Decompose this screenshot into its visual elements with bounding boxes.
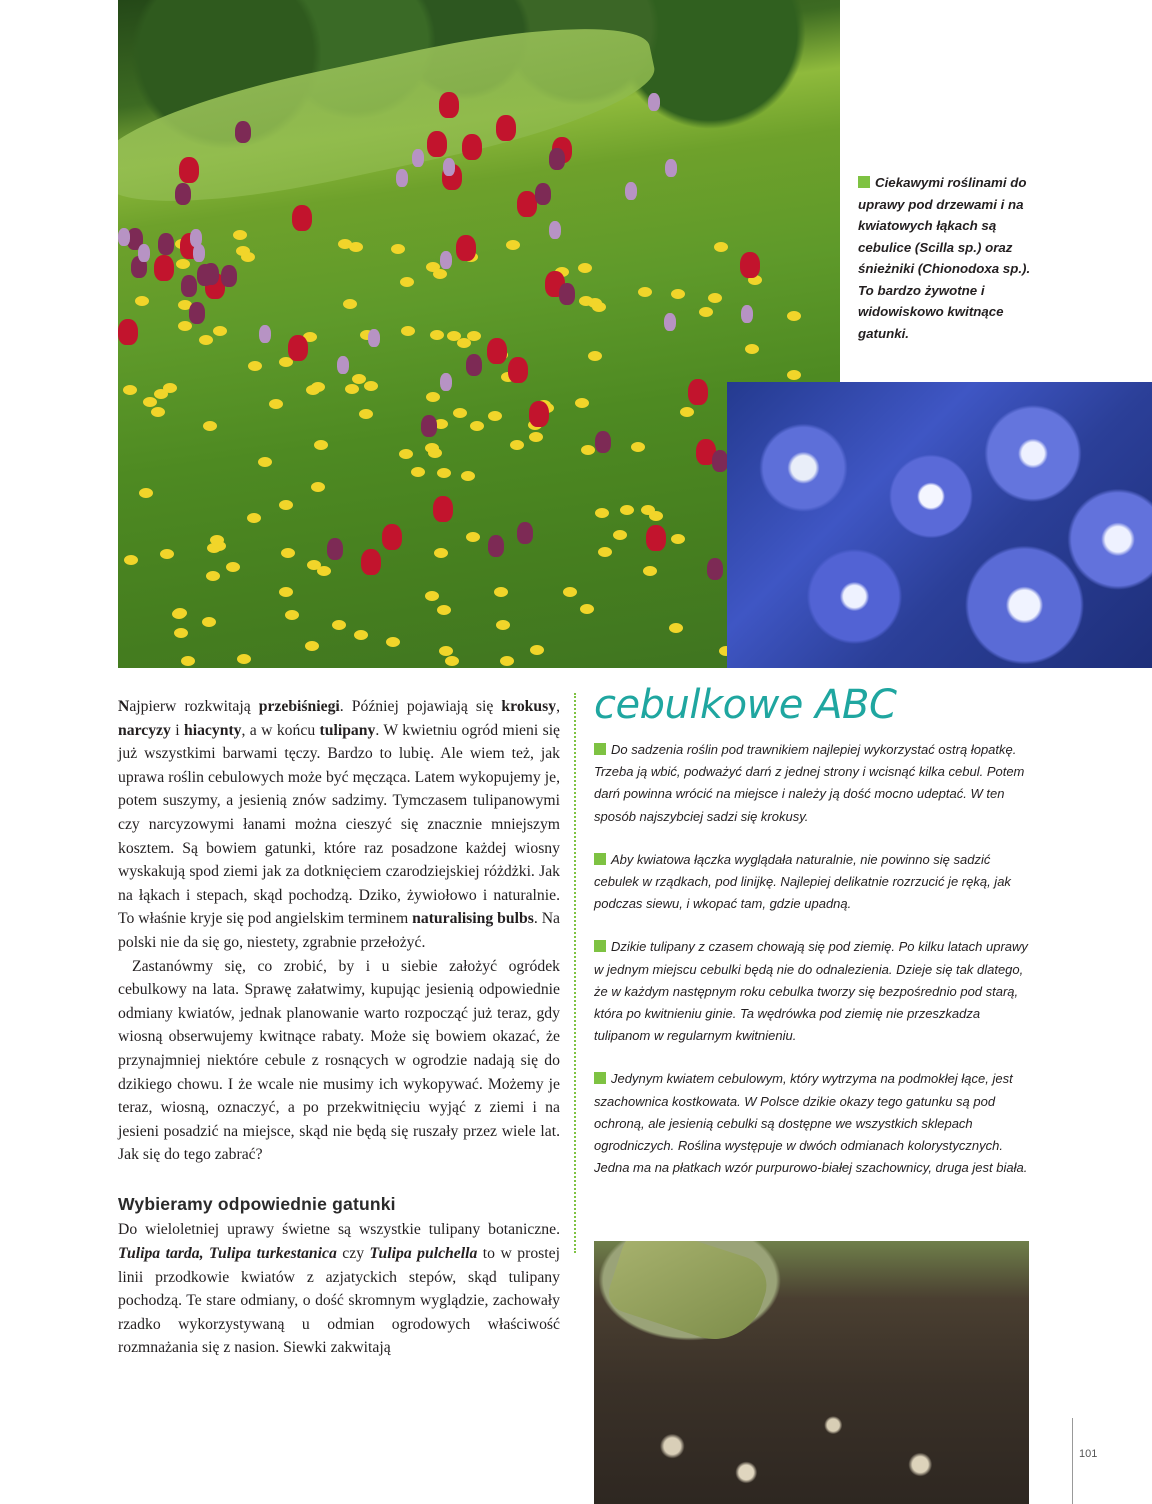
yellow-flower-dot: [352, 374, 366, 384]
tulip-dot: [688, 379, 708, 405]
tulip-dot: [337, 356, 349, 374]
tulip-dot: [158, 233, 174, 255]
tulip-dot: [439, 92, 459, 118]
yellow-flower-dot: [470, 421, 484, 431]
yellow-flower-dot: [248, 361, 262, 371]
yellow-flower-dot: [437, 468, 451, 478]
yellow-flower-dot: [311, 382, 325, 392]
yellow-flower-dot: [638, 287, 652, 297]
tulip-dot: [456, 235, 476, 261]
tulip-dot: [707, 558, 723, 580]
tulip-dot: [625, 182, 637, 200]
tulip-dot: [288, 335, 308, 361]
green-square-icon: [594, 1072, 606, 1084]
yellow-flower-dot: [399, 449, 413, 459]
page-number-rule: [1072, 1418, 1073, 1504]
yellow-flower-dot: [439, 646, 453, 656]
yellow-flower-dot: [699, 307, 713, 317]
tulip-dot: [368, 329, 380, 347]
scilla-flowers-photo: [727, 382, 1152, 668]
yellow-flower-dot: [199, 335, 213, 345]
photo-caption: [858, 172, 1048, 344]
yellow-flower-dot: [354, 630, 368, 640]
yellow-flower-dot: [236, 246, 250, 256]
yellow-flower-dot: [178, 321, 192, 331]
yellow-flower-dot: [434, 548, 448, 558]
tulip-dot: [138, 244, 150, 262]
yellow-flower-dot: [391, 244, 405, 254]
tulip-dot: [487, 338, 507, 364]
green-square-icon: [594, 853, 606, 865]
yellow-flower-dot: [258, 457, 272, 467]
yellow-flower-dot: [496, 620, 510, 630]
yellow-flower-dot: [314, 440, 328, 450]
yellow-flower-dot: [269, 399, 283, 409]
yellow-flower-dot: [279, 500, 293, 510]
yellow-flower-dot: [598, 547, 612, 557]
green-square-icon: [594, 743, 606, 755]
tulip-dot: [292, 205, 312, 231]
yellow-flower-dot: [506, 240, 520, 250]
green-square-icon: [858, 176, 870, 188]
tulip-dot: [197, 264, 213, 286]
tulip-dot: [648, 93, 660, 111]
abc-title: cebulkowe ABC: [594, 682, 897, 728]
yellow-flower-dot: [430, 330, 444, 340]
yellow-flower-dot: [494, 587, 508, 597]
tulip-dot: [740, 252, 760, 278]
planting-bulbs-photo: [594, 1241, 1029, 1504]
tulip-dot: [466, 354, 482, 376]
yellow-flower-dot: [154, 389, 168, 399]
yellow-flower-dot: [247, 513, 261, 523]
tulip-dot: [549, 148, 565, 170]
abc-item: Jedynym kwiatem cebulowym, który wytrzyma na podmokłej łące, jest szachownica kostkowata. W Polsce dzikie okazy tego gatunku są pod ochroną, ale jesienią cebulki są dostępne we wszystkich sklepach ogrodniczych. Roślina występuje w dwóch odmianach kolorystycznych. Jedna ma na płatkach wzór purpurowo-białej szachownicy, druga jest biała.: [594, 1071, 1028, 1176]
abc-item: Aby kwiatowa łączka wyglądała naturalnie, nie powinno się sadzić cebulek w rządkach, pod linijkę. Najlepiej delikatnie rozrzucić je ręką, jak podczas siewu, i wkopać tam, gdzie upadną.: [594, 851, 1011, 912]
yellow-flower-dot: [529, 432, 543, 442]
yellow-flower-dot: [349, 242, 363, 252]
yellow-flower-dot: [401, 326, 415, 336]
yellow-flower-dot: [426, 262, 440, 272]
yellow-flower-dot: [581, 445, 595, 455]
yellow-flower-dot: [575, 398, 589, 408]
yellow-flower-dot: [530, 645, 544, 655]
tulip-dot: [190, 229, 202, 247]
tulip-dot: [179, 157, 199, 183]
yellow-flower-dot: [359, 409, 373, 419]
yellow-flower-dot: [445, 656, 459, 666]
yellow-flower-dot: [345, 384, 359, 394]
tulip-dot: [259, 325, 271, 343]
page-number: 101: [1079, 1448, 1098, 1460]
tulip-dot: [712, 450, 728, 472]
tulip-dot: [517, 522, 533, 544]
tulip-dot: [433, 496, 453, 522]
yellow-flower-dot: [332, 620, 346, 630]
abc-item: Dzikie tulipany z czasem chowają się pod ziemię. Po kilku latach uprawy w jednym miejscu cebulki będą nie do odnalezienia. Dzieje się tak dlatego, że w każdym następnym roku cebulka tworzy się bezpośrednio pod starą, która po kwitnieniu ginie. Ta wędrówka pod ziemię nie przeszkadza tulipanom w regularnym kwitnieniu.: [594, 939, 1028, 1044]
yellow-flower-dot: [745, 344, 759, 354]
yellow-flower-dot: [453, 408, 467, 418]
tulip-dot: [361, 549, 381, 575]
yellow-flower-dot: [237, 654, 251, 664]
tulip-dot: [595, 431, 611, 453]
yellow-flower-dot: [172, 609, 186, 619]
tulip-dot: [427, 131, 447, 157]
tulip-dot: [440, 373, 452, 391]
yellow-flower-dot: [135, 296, 149, 306]
abc-item: Do sadzenia roślin pod trawnikiem najlepiej wykorzystać ostrą łopatkę. Trzeba ją wbić, podważyć darń z jednej strony i wcisnąć kilka cebul. Potem darń powinna wrócić na miejsce i należy ją dość mocno udeptać. W ten sposób najszybciej sadzi się krokusy.: [594, 742, 1025, 824]
tulip-dot: [327, 538, 343, 560]
yellow-flower-dot: [437, 605, 451, 615]
yellow-flower-dot: [425, 443, 439, 453]
tulip-dot: [535, 183, 551, 205]
yellow-flower-dot: [279, 587, 293, 597]
yellow-flower-dot: [680, 407, 694, 417]
yellow-flower-dot: [613, 530, 627, 540]
yellow-flower-dot: [311, 482, 325, 492]
yellow-flower-dot: [213, 326, 227, 336]
tulip-dot: [175, 183, 191, 205]
yellow-flower-dot: [206, 571, 220, 581]
yellow-flower-dot: [176, 259, 190, 269]
tulip-dot: [421, 415, 437, 437]
tulip-dot: [440, 251, 452, 269]
yellow-flower-dot: [123, 385, 137, 395]
abc-list: [594, 739, 1034, 1200]
section-heading: Wybieramy odpowiednie gatunki: [118, 1193, 396, 1214]
yellow-flower-dot: [124, 555, 138, 565]
yellow-flower-dot: [787, 370, 801, 380]
tulip-dot: [496, 115, 516, 141]
yellow-flower-dot: [466, 532, 480, 542]
yellow-flower-dot: [411, 467, 425, 477]
article-paragraph-3: Do wieloletniej uprawy świetne są wszystkie tulipany botaniczne. Tulipa tarda, Tulipa turkestanica czy Tulipa pulchella to w prostej linii przodkowie kwiatów z azjatyckich stepów, skąd tulipany pochodzą. Te stare odmiany, o dość skromnym wyglądzie, zachowały rzadko wykorzystywaną u odmian ogrodowych właściwość rozmnażania się z nasion. Siewki zakwitają: [118, 1221, 560, 1357]
yellow-flower-dot: [457, 338, 471, 348]
tulip-dot: [154, 255, 174, 281]
tulip-dot: [382, 524, 402, 550]
tulip-dot: [741, 305, 753, 323]
yellow-flower-dot: [281, 548, 295, 558]
yellow-flower-dot: [461, 471, 475, 481]
tulip-dot: [412, 149, 424, 167]
tulip-dot: [221, 265, 237, 287]
yellow-flower-dot: [579, 296, 593, 306]
yellow-flower-dot: [563, 587, 577, 597]
yellow-flower-dot: [588, 351, 602, 361]
tulip-dot: [664, 313, 676, 331]
article-paragraph-1: Najpierw rozkwitają przebiśniegi. Później pojawiają się krokusy, narcyzy i hiacynty, a w końcu tulipany. W kwietniu ogród mieni się już wszystkimi barwami tęczy. Bardzo to lubię. Ale wiem też, jak uprawa roślin cebulowych może być męcząca. Latem wykopujemy je, potem suszymy, a jesienią znów sadzimy. Tymczasem tulipanowymi czy narcyzowymi łanami można cieszyć się znacznie mniejszym kosztem. Są bowiem gatunki, które raz posadzone każdej wiosny wyskakują spod ziemi jak za dotknięciem czarodziejskiej różdżki. Jak na łąkach i stepach, skąd pochodzą. Dziko, żywiołowo i naturalnie. To właśnie kryje się pod angielskim terminem naturalising bulbs. Na polski nie da się go, niestety, zgrabnie przełożyć.: [118, 698, 561, 951]
yellow-flower-dot: [641, 505, 655, 515]
yellow-flower-dot: [226, 562, 240, 572]
tulip-dot: [517, 191, 537, 217]
yellow-flower-dot: [210, 535, 224, 545]
yellow-flower-dot: [669, 623, 683, 633]
yellow-flower-dot: [426, 392, 440, 402]
tulip-dot: [508, 357, 528, 383]
tulip-dot: [488, 535, 504, 557]
yellow-flower-dot: [595, 508, 609, 518]
tulip-dot: [118, 228, 130, 246]
yellow-flower-dot: [671, 534, 685, 544]
yellow-flower-dot: [620, 505, 634, 515]
yellow-flower-dot: [305, 641, 319, 651]
green-square-icon: [594, 940, 606, 952]
tulip-dot: [559, 283, 575, 305]
tulip-dot: [549, 221, 561, 239]
tulip-dot: [462, 134, 482, 160]
yellow-flower-dot: [580, 604, 594, 614]
yellow-flower-dot: [400, 277, 414, 287]
tulip-dot: [529, 401, 549, 427]
yellow-flower-dot: [708, 293, 722, 303]
tulip-dot: [396, 169, 408, 187]
article-body: [118, 695, 560, 1360]
yellow-flower-dot: [488, 411, 502, 421]
yellow-flower-dot: [151, 407, 165, 417]
yellow-flower-dot: [592, 302, 606, 312]
yellow-flower-dot: [203, 421, 217, 431]
tulip-dot: [443, 158, 455, 176]
yellow-flower-dot: [510, 440, 524, 450]
yellow-flower-dot: [202, 617, 216, 627]
yellow-flower-dot: [671, 289, 685, 299]
yellow-flower-dot: [174, 628, 188, 638]
yellow-flower-dot: [233, 230, 247, 240]
article-paragraph-2: Zastanówmy się, co zrobić, by i u siebie założyć ogródek cebulkowy na lata. Sprawę załatwimy, kupując jesienią odpowiednie odmiany kwiatów, jednak planowanie warto rozpocząć już teraz, gdy wiosną obserwujemy kwitnące rabaty. Może się bowiem okazać, że przynajmniej niektóre cebule z rosnących w ogrodzie nadają się do dzikiego chowu. I że wcale nie musimy ich wykopywać. Możemy je teraz, wiosną, oznaczyć, a po przekwitnięciu wyjąć z ziemi i na jesieni posadzić na miejsce, skąd nie będą się ruszały przez wiele lat. Jak się do tego zabrać?: [118, 957, 560, 1164]
yellow-flower-dot: [425, 591, 439, 601]
tulip-dot: [181, 275, 197, 297]
tulip-dot: [235, 121, 251, 143]
yellow-flower-dot: [285, 610, 299, 620]
yellow-flower-dot: [139, 488, 153, 498]
caption-text: Ciekawymi roślinami do uprawy pod drzewami i na kwiatowych łąkach są cebulice (Scilla sp.) oraz śnieżniki (Chionodoxa sp.). To bardzo żywotne i widowiskowo kwitnące gatunki.: [858, 175, 1031, 341]
yellow-flower-dot: [631, 442, 645, 452]
column-divider: [574, 693, 576, 1253]
yellow-flower-dot: [787, 311, 801, 321]
yellow-flower-dot: [181, 656, 195, 666]
yellow-flower-dot: [364, 381, 378, 391]
yellow-flower-dot: [578, 263, 592, 273]
yellow-flower-dot: [143, 397, 157, 407]
yellow-flower-dot: [500, 656, 514, 666]
yellow-flower-dot: [643, 566, 657, 576]
tulip-dot: [118, 319, 138, 345]
yellow-flower-dot: [386, 637, 400, 647]
yellow-flower-dot: [307, 560, 321, 570]
yellow-flower-dot: [160, 549, 174, 559]
yellow-flower-dot: [343, 299, 357, 309]
tulip-dot: [189, 302, 205, 324]
tulip-dot: [665, 159, 677, 177]
tulip-dot: [646, 525, 666, 551]
yellow-flower-dot: [714, 242, 728, 252]
